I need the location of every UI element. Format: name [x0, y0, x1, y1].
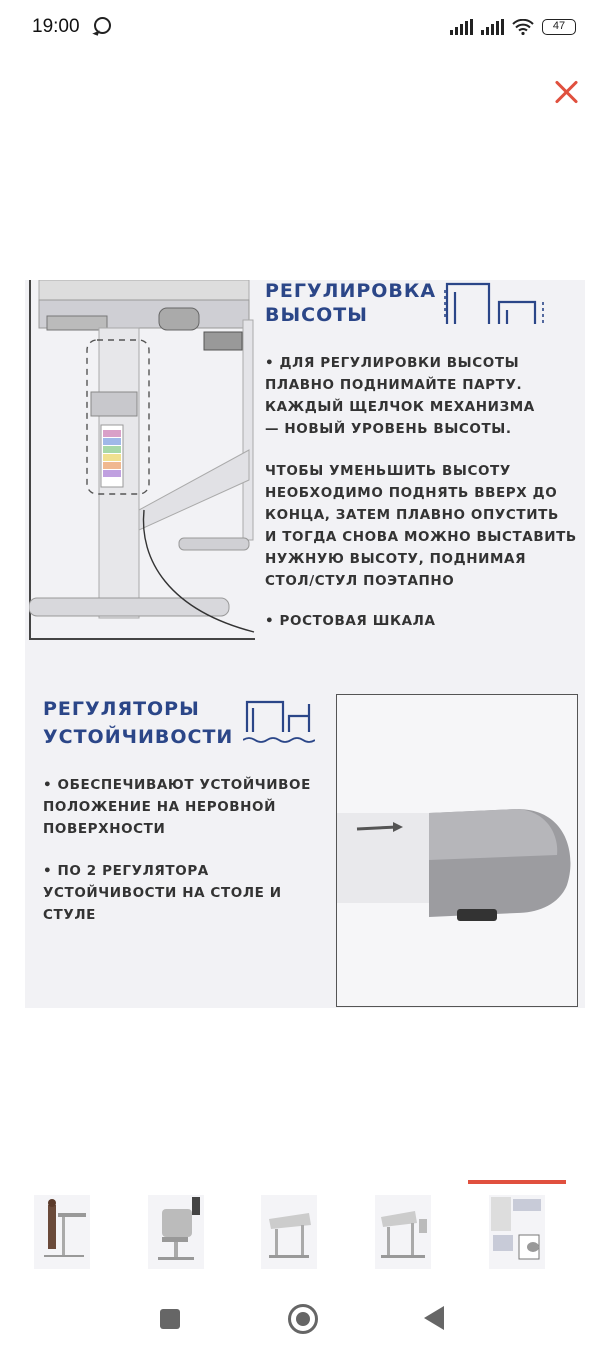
- stability-bullet-2: • ПО 2 РЕГУЛЯТОРА УСТОЙЧИВОСТИ НА СТОЛЕ И СТУЛЕ: [43, 863, 282, 923]
- status-time: 19:00: [32, 16, 80, 37]
- thumbnail-3[interactable]: [261, 1195, 317, 1269]
- thumbnail-5[interactable]: [489, 1195, 545, 1269]
- height-bullet-1: • ДЛЯ РЕГУЛИРОВКИ ВЫСОТЫ ПЛАВНО ПОДНИМАЙТЕ ПАРТУ. КАЖДЫЙ ЩЕЛЧОК МЕХАНИЗМА — НОВЫЙ УРОВЕНЬ ВЫСОТЫ.: [265, 355, 535, 437]
- close-button[interactable]: [552, 78, 580, 106]
- desk-height-icon: [443, 280, 547, 326]
- thumbnail-1[interactable]: [34, 1195, 90, 1269]
- section-title-height-line2: ВЫСОТЫ: [265, 304, 368, 326]
- section-title-stability-line2: УСТОЙЧИВОСТИ: [43, 726, 234, 748]
- selected-thumbnail-indicator: [468, 1180, 566, 1184]
- height-paragraph: ЧТОБЫ УМЕНЬШИТЬ ВЫСОТУ НЕОБХОДИМО ПОДНЯТЬ ВВЕРХ ДО КОНЦА, ЗАТЕМ ПЛАВНО ОПУСТИТЬ И ТОГДА СНОВА МОЖНО ВЫСТАВИТЬ НУЖНУЮ ВЫСОТУ, ПОДНИМАЯ СТОЛ/СТУЛ ПОЭТАПНО: [265, 463, 577, 589]
- thumbnail-2[interactable]: [148, 1195, 204, 1269]
- recent-apps-icon[interactable]: [160, 1309, 180, 1329]
- signal-icon: [450, 19, 473, 35]
- wifi-icon: [512, 19, 534, 35]
- section-title-stability: РЕГУЛЯТОРЫ: [43, 698, 200, 720]
- thumbnail-strip: [0, 1180, 610, 1280]
- stability-regulator-photo: [336, 694, 578, 1007]
- stability-bullet-1: • ОБЕСПЕЧИВАЮТ УСТОЙЧИВОЕ ПОЛОЖЕНИЕ НА НЕРОВНОЙ ПОВЕРХНОСТИ: [43, 777, 311, 837]
- thumbnail-4[interactable]: [375, 1195, 431, 1269]
- desk-stability-icon: [243, 698, 315, 746]
- section-title-height: РЕГУЛИРОВКА: [265, 280, 437, 302]
- battery-icon: 47: [542, 19, 576, 35]
- system-navigation-bar: [0, 1290, 610, 1350]
- back-icon[interactable]: [424, 1306, 444, 1330]
- whatsapp-icon: [94, 17, 111, 34]
- status-bar: [0, 0, 610, 56]
- status-icons: [450, 16, 576, 38]
- product-image[interactable]: [25, 280, 585, 1008]
- desk-height-illustration: [29, 280, 259, 640]
- signal-icon: [481, 19, 504, 35]
- home-icon[interactable]: [288, 1304, 318, 1334]
- height-bullet-2: • РОСТОВАЯ ШКАЛА: [265, 613, 436, 629]
